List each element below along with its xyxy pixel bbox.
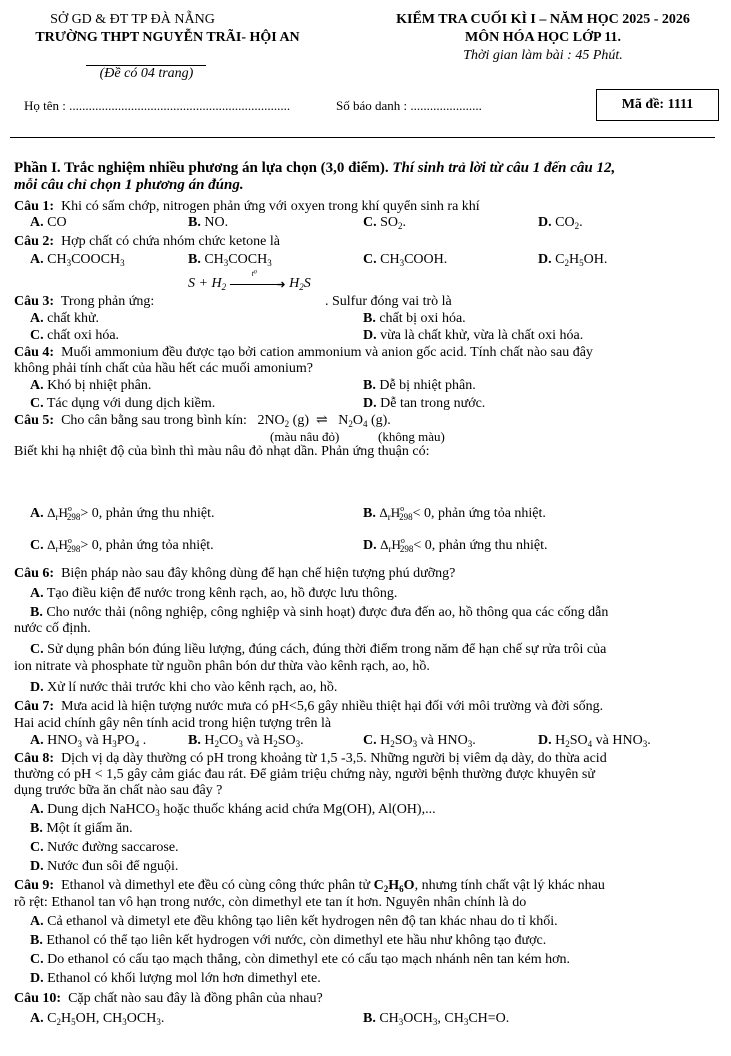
q2-option-c[interactable]: C. $CH_3COOH$. bbox=[363, 252, 448, 268]
q4-option-d[interactable]: D. Dễ tan trong nước. bbox=[363, 396, 486, 411]
question-8-line3: dụng trước bữa ăn chất nào sau đây ? bbox=[14, 783, 223, 798]
department-name: SỞ GD & ĐT TP ĐÀ NẴNG bbox=[50, 12, 215, 27]
q10-option-b[interactable]: B. $CH_3OCH_3$, $CH_3CH=O$. bbox=[363, 1011, 510, 1027]
q2-option-d[interactable]: D. $C_2H_5OH$. bbox=[538, 252, 608, 268]
q6-option-b[interactable]: B. Cho nước thải (nông nghiệp, công nghiệp và sinh hoạt) được đưa đến ao, hồ thông qua các cống dẫn bbox=[30, 605, 609, 620]
q8-option-d[interactable]: D. Nước đun sôi để nguội. bbox=[30, 859, 179, 874]
student-id-field[interactable]: Số báo danh : ...................... bbox=[336, 98, 482, 113]
question-1: Câu 1: Khi có sấm chớp, nitrogen phản ứng với oxyen trong khí quyển sinh ra khí bbox=[14, 199, 480, 214]
question-3: Câu 3: Trong phản ứng: bbox=[14, 294, 155, 309]
question-4: Câu 4: Muối ammonium đều được tạo bởi cation ammonium và anion gốc acid. Tính chất nào sau đây bbox=[14, 345, 593, 360]
q3-option-a[interactable]: A. chất khử. bbox=[30, 311, 100, 326]
q3-question-tail: . Sulfur đóng vai trò là bbox=[325, 294, 452, 309]
q3-option-c[interactable]: C. chất oxi hóa. bbox=[30, 328, 120, 343]
header-rule bbox=[10, 137, 715, 138]
q2-option-b[interactable]: B. $CH_3COCH_3$ bbox=[188, 252, 272, 268]
q8-option-b[interactable]: B. Một ít giấm ăn. bbox=[30, 821, 133, 836]
q9-option-c[interactable]: C. Do ethanol có cấu tạo mạch thẳng, còn dimethyl ete có cấu tạo mạch nhánh nên tan kém hơn. bbox=[30, 952, 571, 967]
q6-option-d[interactable]: D. Xử lí nước thải trước khi cho vào kênh rạch, ao, hồ. bbox=[30, 680, 338, 695]
question-5-line2: Biết khi hạ nhiệt độ của bình thì màu nâu đỏ nhạt dần. Phản ứng thuận có: bbox=[14, 444, 430, 459]
question-4-line2: không phải tính chất của hầu hết các muối amonium? bbox=[14, 361, 313, 376]
exam-code: Mã đề: 1111 bbox=[621, 97, 694, 112]
q5-color-n2o4: (không màu) bbox=[378, 429, 445, 444]
q7-option-b[interactable]: B. $H_2CO_3$ và $H_2SO_3$. bbox=[188, 733, 304, 749]
question-5: Câu 5: Cho cân bằng sau trong bình kín: $2NO_2$ (g) ⇌ $N_2O_4$ (g). bbox=[14, 413, 391, 429]
q9-option-d[interactable]: D. Ethanol có khối lượng mol lớn hơn dimethyl ete. bbox=[30, 971, 321, 986]
question-10: Câu 10: Cặp chất nào sau đây là đồng phân của nhau? bbox=[14, 991, 323, 1006]
q5-color-no2: (màu nâu đỏ) bbox=[270, 429, 340, 444]
q7-option-c[interactable]: C. $H_2SO_3$ và $HNO_3$. bbox=[363, 733, 476, 749]
q6-option-c[interactable]: C. Sử dụng phân bón đúng liều lượng, đúng cách, đúng thời điểm trong năm để hạn chế sự rửa trôi của bbox=[30, 642, 607, 657]
q8-option-c[interactable]: C. Nước đường saccarose. bbox=[30, 840, 179, 855]
subject-title: MÔN HÓA HỌC LỚP 11. bbox=[465, 30, 621, 45]
q2-option-a[interactable]: A. $CH_3COOCH_3$ bbox=[30, 252, 125, 268]
q1-option-b[interactable]: B. NO. bbox=[188, 215, 229, 230]
q10-option-a[interactable]: A. $C_2H_5OH$, $CH_3OCH_3$. bbox=[30, 1011, 165, 1027]
page-count: (Đề có 04 trang) bbox=[99, 66, 194, 81]
q4-option-b[interactable]: B. Dễ bị nhiệt phân. bbox=[363, 378, 476, 393]
q1-option-d[interactable]: D. $CO_2$. bbox=[538, 215, 583, 231]
exam-title: KIỂM TRA CUỐI KÌ I – NĂM HỌC 2025 - 2026 bbox=[396, 12, 690, 27]
school-name: TRƯỜNG THPT NGUYỄN TRÃI- HỘI AN bbox=[35, 30, 300, 45]
part1-heading: Phần I. Trắc nghiệm nhiều phương án lựa chọn (3,0 điểm). Thí sinh trả lời từ câu 1 đến câu 12, bbox=[14, 160, 616, 176]
q4-option-c[interactable]: C. Tác dụng với dung dịch kiềm. bbox=[30, 396, 216, 411]
q1-option-a[interactable]: A. CO bbox=[30, 215, 67, 230]
question-2: Câu 2: Hợp chất có chứa nhóm chức ketone là bbox=[14, 234, 280, 249]
time-allowed: Thời gian làm bài : 45 Phút. bbox=[463, 48, 623, 63]
question-7: Câu 7: Mưa acid là hiện tượng nước mưa có pH<5,6 gây nhiều thiệt hại đối với môi trường và đời sống. bbox=[14, 699, 604, 714]
q5-option-b[interactable]: B. $\Delta_rH^o_{298}< 0$, phản ứng tỏa nhiệt. bbox=[363, 504, 546, 522]
student-name-field[interactable]: Họ tên : .................................................................... bbox=[24, 98, 291, 113]
q5-option-d[interactable]: D. $\Delta_rH^o_{298}< 0$, phản ứng thu nhiệt. bbox=[363, 536, 548, 554]
q5-option-c[interactable]: C. $\Delta_rH^o_{298}> 0$, phản ứng tỏa nhiệt. bbox=[30, 536, 214, 554]
question-8-line2: thường có pH < 1,5 gây cảm giác đau rát. Để giảm triệu chứng này, người bệnh thường được khuyên sử bbox=[14, 767, 595, 782]
part1-instruction: mỗi câu chỉ chọn 1 phương án đúng. bbox=[14, 177, 244, 193]
q6-option-b-line2: nước cố định. bbox=[14, 621, 91, 636]
q8-option-a[interactable]: A. Dung dịch NaHCO$_3$ hoặc thuốc kháng acid chứa Mg(OH), Al(OH),... bbox=[30, 802, 436, 818]
q9-option-b[interactable]: B. Ethanol có thể tạo liên kết hydrogen với nước, còn dimethyl ete hầu như không tạo được. bbox=[30, 933, 547, 948]
q3-condition: t⁰ bbox=[251, 268, 257, 278]
q7-option-a[interactable]: A. $HNO_3$ và $H_3PO_4$ . bbox=[30, 733, 147, 749]
question-8: Câu 8: Dịch vị dạ dày thường có pH trong khoảng từ 1,5 -3,5. Những người bị viêm dạ dày, do thừa acid bbox=[14, 751, 607, 766]
question-9: Câu 9: Ethanol và dimethyl ete đều có cùng công thức phân tử $C_2H_6O$, nhưng tính chất vật lý khác nhau bbox=[14, 878, 605, 894]
q3-reaction-equation: $S + H_2$ ➜ t⁰ $H_2S$ bbox=[188, 268, 311, 292]
q6-option-c-line2: ion nitrate và phosphate từ nguồn phân bón dư thừa vào kênh rạch, ao, hồ. bbox=[14, 659, 430, 674]
q1-option-c[interactable]: C. $SO_2$. bbox=[363, 215, 407, 231]
q9-option-a[interactable]: A. Cả ethanol và dimetyl ete đều không tạo liên kết hydrogen nên độ tan khác nhau do tỉ khối. bbox=[30, 914, 558, 929]
question-6: Câu 6: Biện pháp nào sau đây không dùng để hạn chế hiện tượng phú dưỡng? bbox=[14, 566, 456, 581]
question-7-line2: Hai acid chính gây nên tính acid trong hiện tượng trên là bbox=[14, 716, 332, 731]
q3-option-d[interactable]: D. vừa là chất khử, vừa là chất oxi hóa. bbox=[363, 328, 584, 343]
question-9-line2: rõ rệt: Ethanol tan vô hạn trong nước, còn dimethyl ete tan ít hơn. Nguyên nhân chính là do bbox=[14, 895, 527, 910]
q5-option-a[interactable]: A. $\Delta_rH^o_{298}> 0$, phản ứng thu nhiệt. bbox=[30, 504, 215, 522]
q7-option-d[interactable]: D. $H_2SO_4$ và $HNO_3$. bbox=[538, 733, 651, 749]
exam-code-box bbox=[596, 89, 719, 121]
q4-option-a[interactable]: A. Khó bị nhiệt phân. bbox=[30, 378, 152, 393]
q6-option-a[interactable]: A. Tạo điều kiện để nước trong kênh rạch, ao, hồ được lưu thông. bbox=[30, 586, 398, 601]
q3-option-b[interactable]: B. chất bị oxi hóa. bbox=[363, 311, 466, 326]
